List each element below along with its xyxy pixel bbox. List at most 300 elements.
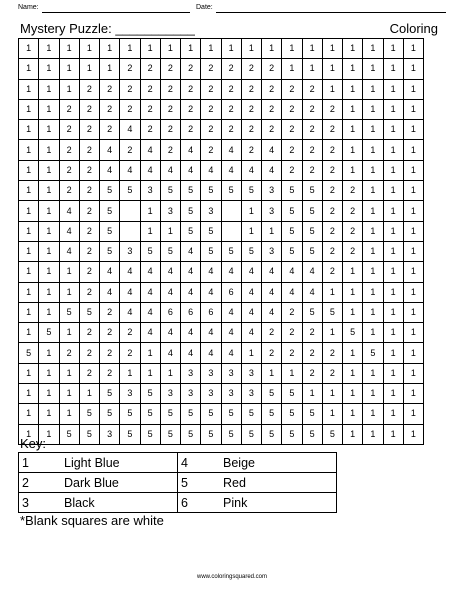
grid-row bbox=[19, 241, 424, 261]
grid-cell: 1 bbox=[383, 302, 403, 322]
grid-cell: 2 bbox=[322, 99, 342, 119]
grid-cell: 1 bbox=[363, 59, 383, 79]
grid-cell: 5 bbox=[100, 404, 120, 424]
grid-cell: 4 bbox=[302, 262, 322, 282]
grid-cell: 1 bbox=[322, 404, 342, 424]
grid-cell: 1 bbox=[19, 262, 39, 282]
grid-cell: 2 bbox=[160, 59, 180, 79]
grid-cell: 1 bbox=[322, 39, 342, 59]
grid-cell: 4 bbox=[282, 262, 302, 282]
grid-cell: 2 bbox=[160, 120, 180, 140]
key-label: Key: bbox=[20, 436, 47, 451]
grid-cell: 6 bbox=[201, 302, 221, 322]
grid-cell: 1 bbox=[383, 99, 403, 119]
grid-cell: 3 bbox=[120, 241, 140, 261]
grid-cell: 1 bbox=[343, 262, 363, 282]
grid-cell: 1 bbox=[363, 181, 383, 201]
grid-cell: 2 bbox=[59, 99, 79, 119]
grid-cell: 1 bbox=[241, 201, 261, 221]
grid-cell: 4 bbox=[181, 160, 201, 180]
grid-cell: 1 bbox=[403, 282, 423, 302]
grid-cell: 1 bbox=[59, 363, 79, 383]
grid-cell: 5 bbox=[363, 343, 383, 363]
grid-cell: 2 bbox=[181, 120, 201, 140]
grid-cell: 4 bbox=[120, 160, 140, 180]
grid-cell: 5 bbox=[140, 241, 160, 261]
grid-cell: 1 bbox=[383, 323, 403, 343]
grid-cell: 2 bbox=[59, 140, 79, 160]
grid-cell: 4 bbox=[181, 282, 201, 302]
grid-cell: 1 bbox=[140, 363, 160, 383]
grid-cell: 1 bbox=[19, 201, 39, 221]
grid-cell: 1 bbox=[403, 181, 423, 201]
grid-row bbox=[19, 99, 424, 119]
grid-cell: 1 bbox=[59, 262, 79, 282]
grid-cell: 2 bbox=[302, 160, 322, 180]
grid-cell: 1 bbox=[363, 323, 383, 343]
grid-cell: 4 bbox=[59, 221, 79, 241]
grid-cell: 1 bbox=[363, 384, 383, 404]
grid-cell: 1 bbox=[120, 363, 140, 383]
grid-cell: 1 bbox=[343, 363, 363, 383]
grid-cell: 1 bbox=[403, 99, 423, 119]
grid-cell: 2 bbox=[322, 120, 342, 140]
grid-cell: 4 bbox=[221, 323, 241, 343]
grid-cell: 1 bbox=[383, 201, 403, 221]
grid-cell: 2 bbox=[100, 99, 120, 119]
grid-cell: 1 bbox=[140, 201, 160, 221]
grid-cell: 1 bbox=[39, 221, 59, 241]
key-number: 1 bbox=[19, 453, 62, 473]
grid-cell: 1 bbox=[282, 363, 302, 383]
grid-cell: 2 bbox=[322, 201, 342, 221]
grid-cell: 2 bbox=[221, 59, 241, 79]
grid-cell: 2 bbox=[241, 99, 261, 119]
grid-cell: 1 bbox=[241, 39, 261, 59]
grid-cell: 3 bbox=[201, 363, 221, 383]
grid-cell: 1 bbox=[39, 241, 59, 261]
grid-cell: 2 bbox=[100, 343, 120, 363]
footnote: *Blank squares are white bbox=[20, 513, 164, 528]
grid-cell: 2 bbox=[241, 79, 261, 99]
grid-cell: 5 bbox=[181, 201, 201, 221]
date-rule bbox=[216, 12, 446, 13]
grid-cell: 1 bbox=[120, 39, 140, 59]
grid-cell: 2 bbox=[79, 99, 99, 119]
grid-cell: 5 bbox=[201, 404, 221, 424]
grid-cell: 2 bbox=[181, 59, 201, 79]
key-color: Pink bbox=[220, 493, 337, 513]
grid-cell: 1 bbox=[403, 404, 423, 424]
grid-cell: 1 bbox=[363, 262, 383, 282]
grid-cell: 4 bbox=[100, 160, 120, 180]
grid-cell: 2 bbox=[241, 140, 261, 160]
grid-cell: 1 bbox=[343, 424, 363, 444]
grid-row bbox=[19, 343, 424, 363]
grid-cell: 2 bbox=[59, 120, 79, 140]
grid-cell: 5 bbox=[181, 221, 201, 241]
grid-cell: 1 bbox=[403, 120, 423, 140]
grid-cell: 1 bbox=[383, 79, 403, 99]
grid-cell: 1 bbox=[343, 120, 363, 140]
grid-cell: 2 bbox=[100, 302, 120, 322]
grid-cell: 1 bbox=[39, 59, 59, 79]
grid-cell: 1 bbox=[403, 384, 423, 404]
grid-cell: 4 bbox=[221, 262, 241, 282]
grid-cell: 4 bbox=[160, 282, 180, 302]
grid-cell: 5 bbox=[120, 404, 140, 424]
key-color: Dark Blue bbox=[61, 473, 178, 493]
grid-cell: 1 bbox=[19, 79, 39, 99]
grid-cell: 5 bbox=[160, 424, 180, 444]
grid-cell: 2 bbox=[181, 99, 201, 119]
grid-cell: 4 bbox=[120, 302, 140, 322]
grid-cell: 4 bbox=[160, 262, 180, 282]
grid-cell: 1 bbox=[39, 282, 59, 302]
grid-cell: 1 bbox=[363, 221, 383, 241]
key-number: 5 bbox=[178, 473, 221, 493]
grid-cell: 5 bbox=[322, 302, 342, 322]
grid-cell: 5 bbox=[160, 404, 180, 424]
grid-cell: 1 bbox=[383, 363, 403, 383]
grid-cell: 4 bbox=[221, 160, 241, 180]
grid-cell: 3 bbox=[120, 384, 140, 404]
grid-cell: 2 bbox=[160, 79, 180, 99]
grid-cell: 2 bbox=[79, 120, 99, 140]
grid-cell: 1 bbox=[363, 99, 383, 119]
grid-cell: 5 bbox=[241, 404, 261, 424]
grid-cell: 2 bbox=[221, 99, 241, 119]
grid-cell: 6 bbox=[160, 302, 180, 322]
grid-cell: 4 bbox=[221, 140, 241, 160]
date-label: Date: bbox=[196, 4, 213, 11]
grid-row bbox=[19, 262, 424, 282]
grid-cell: 4 bbox=[241, 160, 261, 180]
grid-cell: 1 bbox=[39, 384, 59, 404]
grid-cell: 2 bbox=[241, 59, 261, 79]
grid-cell: 2 bbox=[322, 343, 342, 363]
grid-cell: 2 bbox=[282, 160, 302, 180]
grid-cell: 2 bbox=[302, 99, 322, 119]
grid-cell: 2 bbox=[322, 241, 342, 261]
grid-cell: 4 bbox=[262, 160, 282, 180]
category-label: Coloring bbox=[389, 21, 438, 36]
key-number: 6 bbox=[178, 493, 221, 513]
grid-cell: 4 bbox=[140, 323, 160, 343]
grid-cell: 4 bbox=[140, 282, 160, 302]
grid-cell: 5 bbox=[79, 424, 99, 444]
grid-cell: 4 bbox=[262, 282, 282, 302]
grid-cell: 1 bbox=[39, 262, 59, 282]
grid-row bbox=[19, 323, 424, 343]
grid-cell: 2 bbox=[302, 323, 322, 343]
grid-cell: 4 bbox=[181, 241, 201, 261]
grid-cell: 4 bbox=[181, 323, 201, 343]
grid-cell: 1 bbox=[39, 160, 59, 180]
grid-cell: 1 bbox=[201, 39, 221, 59]
grid-cell: 2 bbox=[181, 79, 201, 99]
grid-cell: 1 bbox=[383, 343, 403, 363]
grid-cell: 1 bbox=[19, 424, 39, 444]
grid-cell: 1 bbox=[19, 99, 39, 119]
grid-row bbox=[19, 160, 424, 180]
grid-cell: 1 bbox=[79, 384, 99, 404]
grid-cell: 2 bbox=[302, 363, 322, 383]
grid-cell: 1 bbox=[302, 384, 322, 404]
grid-cell: 2 bbox=[140, 59, 160, 79]
grid-cell: 5 bbox=[201, 221, 221, 241]
grid-cell: 6 bbox=[221, 282, 241, 302]
grid-cell: 1 bbox=[383, 404, 403, 424]
grid-cell: 1 bbox=[403, 201, 423, 221]
grid-row bbox=[19, 363, 424, 383]
grid-cell: 1 bbox=[19, 404, 39, 424]
grid-cell: 5 bbox=[181, 404, 201, 424]
grid-cell: 1 bbox=[19, 140, 39, 160]
grid-cell: 1 bbox=[343, 59, 363, 79]
grid-cell: 2 bbox=[79, 181, 99, 201]
grid-cell: 1 bbox=[59, 404, 79, 424]
grid-cell: 3 bbox=[201, 384, 221, 404]
grid-cell: 1 bbox=[39, 120, 59, 140]
grid-row bbox=[19, 201, 424, 221]
grid-cell: 5 bbox=[282, 424, 302, 444]
grid-cell: 1 bbox=[39, 363, 59, 383]
grid-cell: 2 bbox=[120, 343, 140, 363]
grid-cell: 1 bbox=[262, 363, 282, 383]
key-color: Light Blue bbox=[61, 453, 178, 473]
grid-cell: 5 bbox=[100, 201, 120, 221]
grid-cell: 1 bbox=[403, 343, 423, 363]
grid-cell: 1 bbox=[403, 302, 423, 322]
grid-cell: 1 bbox=[39, 302, 59, 322]
grid-cell: 5 bbox=[262, 404, 282, 424]
grid-cell: 1 bbox=[383, 262, 403, 282]
grid-cell: 2 bbox=[302, 343, 322, 363]
grid-cell: 4 bbox=[181, 262, 201, 282]
grid-cell: 5 bbox=[322, 424, 342, 444]
grid-cell: 2 bbox=[79, 363, 99, 383]
grid-row bbox=[19, 79, 424, 99]
grid-cell: 1 bbox=[19, 241, 39, 261]
grid-cell: 5 bbox=[120, 424, 140, 444]
grid-cell: 2 bbox=[79, 79, 99, 99]
grid-cell: 1 bbox=[302, 39, 322, 59]
grid-cell: 4 bbox=[201, 262, 221, 282]
grid-cell: 5 bbox=[140, 424, 160, 444]
grid-cell: 5 bbox=[282, 241, 302, 261]
grid-cell: 2 bbox=[79, 221, 99, 241]
grid-cell: 2 bbox=[262, 120, 282, 140]
grid-cell: 4 bbox=[201, 282, 221, 302]
grid-cell: 1 bbox=[343, 140, 363, 160]
grid-cell: 1 bbox=[59, 39, 79, 59]
grid-cell: 2 bbox=[343, 241, 363, 261]
grid-cell: 5 bbox=[302, 241, 322, 261]
grid-cell: 4 bbox=[140, 140, 160, 160]
grid-cell: 4 bbox=[241, 262, 261, 282]
grid-cell: 4 bbox=[201, 160, 221, 180]
grid-cell: 4 bbox=[181, 140, 201, 160]
grid-cell: 2 bbox=[282, 140, 302, 160]
grid-cell: 1 bbox=[383, 120, 403, 140]
grid-cell: 1 bbox=[19, 59, 39, 79]
grid-cell: 1 bbox=[383, 181, 403, 201]
grid-cell: 5 bbox=[100, 241, 120, 261]
grid-cell: 1 bbox=[79, 39, 99, 59]
grid-cell: 2 bbox=[241, 120, 261, 140]
grid-cell: 3 bbox=[221, 363, 241, 383]
grid-cell: 2 bbox=[100, 323, 120, 343]
site-url: www.coloringsquared.com bbox=[196, 574, 268, 580]
grid-cell: 5 bbox=[201, 181, 221, 201]
grid-cell: 4 bbox=[140, 262, 160, 282]
grid-cell: 1 bbox=[363, 79, 383, 99]
key-number: 4 bbox=[178, 453, 221, 473]
grid-row bbox=[19, 221, 424, 241]
grid-cell: 1 bbox=[403, 262, 423, 282]
key-row bbox=[19, 473, 337, 493]
grid-cell: 1 bbox=[39, 79, 59, 99]
grid-cell: 4 bbox=[120, 262, 140, 282]
grid-cell: 1 bbox=[383, 241, 403, 261]
grid-cell: 1 bbox=[100, 59, 120, 79]
grid-cell: 1 bbox=[19, 323, 39, 343]
grid-cell: 1 bbox=[39, 201, 59, 221]
grid-cell: 1 bbox=[343, 404, 363, 424]
grid-cell: 1 bbox=[343, 343, 363, 363]
grid-cell: 1 bbox=[100, 39, 120, 59]
grid-cell: 1 bbox=[403, 323, 423, 343]
grid-cell: 2 bbox=[201, 99, 221, 119]
grid-cell: 2 bbox=[262, 323, 282, 343]
name-rule bbox=[42, 12, 190, 13]
grid-cell: 2 bbox=[262, 59, 282, 79]
grid-cell: 5 bbox=[140, 384, 160, 404]
grid-cell: 1 bbox=[343, 160, 363, 180]
grid-cell: 2 bbox=[160, 140, 180, 160]
grid-cell: 2 bbox=[160, 99, 180, 119]
grid-cell: 1 bbox=[343, 79, 363, 99]
grid-cell: 1 bbox=[59, 59, 79, 79]
grid-cell: 5 bbox=[221, 241, 241, 261]
grid-cell: 2 bbox=[322, 160, 342, 180]
grid-cell: 5 bbox=[79, 302, 99, 322]
grid-cell: 4 bbox=[282, 282, 302, 302]
grid-cell: 4 bbox=[221, 343, 241, 363]
grid-cell: 5 bbox=[201, 424, 221, 444]
grid-cell: 3 bbox=[140, 181, 160, 201]
grid-row bbox=[19, 282, 424, 302]
grid-cell: 2 bbox=[322, 181, 342, 201]
grid-cell: 5 bbox=[302, 404, 322, 424]
grid-cell: 1 bbox=[79, 59, 99, 79]
key-number: 2 bbox=[19, 473, 62, 493]
grid-row bbox=[19, 39, 424, 59]
grid-cell: 1 bbox=[383, 221, 403, 241]
grid-cell: 4 bbox=[241, 323, 261, 343]
grid-cell: 2 bbox=[322, 363, 342, 383]
grid-cell: 1 bbox=[181, 39, 201, 59]
grid-cell: 2 bbox=[120, 99, 140, 119]
puzzle-grid bbox=[18, 38, 424, 445]
grid-cell: 1 bbox=[383, 160, 403, 180]
grid-cell bbox=[120, 201, 140, 221]
grid-cell: 5 bbox=[302, 302, 322, 322]
grid-cell: 1 bbox=[19, 39, 39, 59]
grid-cell: 5 bbox=[181, 181, 201, 201]
grid-cell: 4 bbox=[262, 302, 282, 322]
grid-row bbox=[19, 59, 424, 79]
grid-cell: 2 bbox=[59, 181, 79, 201]
grid-cell: 2 bbox=[100, 120, 120, 140]
name-label: Name: bbox=[18, 4, 39, 11]
grid-cell: 2 bbox=[120, 323, 140, 343]
grid-cell: 4 bbox=[302, 282, 322, 302]
grid-cell: 1 bbox=[160, 39, 180, 59]
grid-row bbox=[19, 181, 424, 201]
grid-cell: 2 bbox=[322, 140, 342, 160]
grid-cell: 5 bbox=[282, 384, 302, 404]
grid-cell: 1 bbox=[221, 39, 241, 59]
grid-cell: 1 bbox=[160, 221, 180, 241]
grid-cell: 1 bbox=[363, 160, 383, 180]
grid-cell: 2 bbox=[201, 140, 221, 160]
grid-cell: 2 bbox=[262, 343, 282, 363]
grid-cell: 4 bbox=[241, 302, 261, 322]
grid-cell: 1 bbox=[363, 39, 383, 59]
grid-cell: 2 bbox=[79, 201, 99, 221]
grid-cell: 1 bbox=[383, 59, 403, 79]
grid-cell: 1 bbox=[383, 140, 403, 160]
grid-cell: 4 bbox=[160, 343, 180, 363]
grid-cell: 5 bbox=[100, 384, 120, 404]
grid-cell: 1 bbox=[383, 384, 403, 404]
grid-cell: 5 bbox=[343, 323, 363, 343]
grid-cell: 5 bbox=[19, 343, 39, 363]
grid-cell: 5 bbox=[221, 424, 241, 444]
grid-cell: 1 bbox=[343, 302, 363, 322]
grid-cell: 2 bbox=[282, 79, 302, 99]
grid-cell: 1 bbox=[343, 99, 363, 119]
grid-cell: 1 bbox=[403, 39, 423, 59]
grid-cell: 5 bbox=[282, 201, 302, 221]
grid-cell: 2 bbox=[343, 221, 363, 241]
grid-cell: 5 bbox=[201, 241, 221, 261]
grid-cell: 2 bbox=[201, 79, 221, 99]
grid-cell: 1 bbox=[39, 99, 59, 119]
grid-cell: 2 bbox=[79, 343, 99, 363]
grid-cell: 2 bbox=[262, 99, 282, 119]
grid-row bbox=[19, 404, 424, 424]
grid-cell: 5 bbox=[39, 323, 59, 343]
grid-cell bbox=[221, 221, 241, 241]
grid-cell: 2 bbox=[282, 302, 302, 322]
grid-cell: 3 bbox=[160, 384, 180, 404]
grid-cell: 1 bbox=[59, 79, 79, 99]
grid-cell: 2 bbox=[221, 120, 241, 140]
grid-cell: 1 bbox=[383, 424, 403, 444]
grid-cell: 1 bbox=[403, 221, 423, 241]
grid-cell: 1 bbox=[282, 59, 302, 79]
grid-cell: 2 bbox=[343, 181, 363, 201]
grid-cell: 5 bbox=[100, 221, 120, 241]
grid-cell: 2 bbox=[282, 343, 302, 363]
grid-cell: 1 bbox=[363, 140, 383, 160]
grid-cell: 4 bbox=[140, 160, 160, 180]
grid-cell: 6 bbox=[181, 302, 201, 322]
grid-cell: 1 bbox=[39, 404, 59, 424]
